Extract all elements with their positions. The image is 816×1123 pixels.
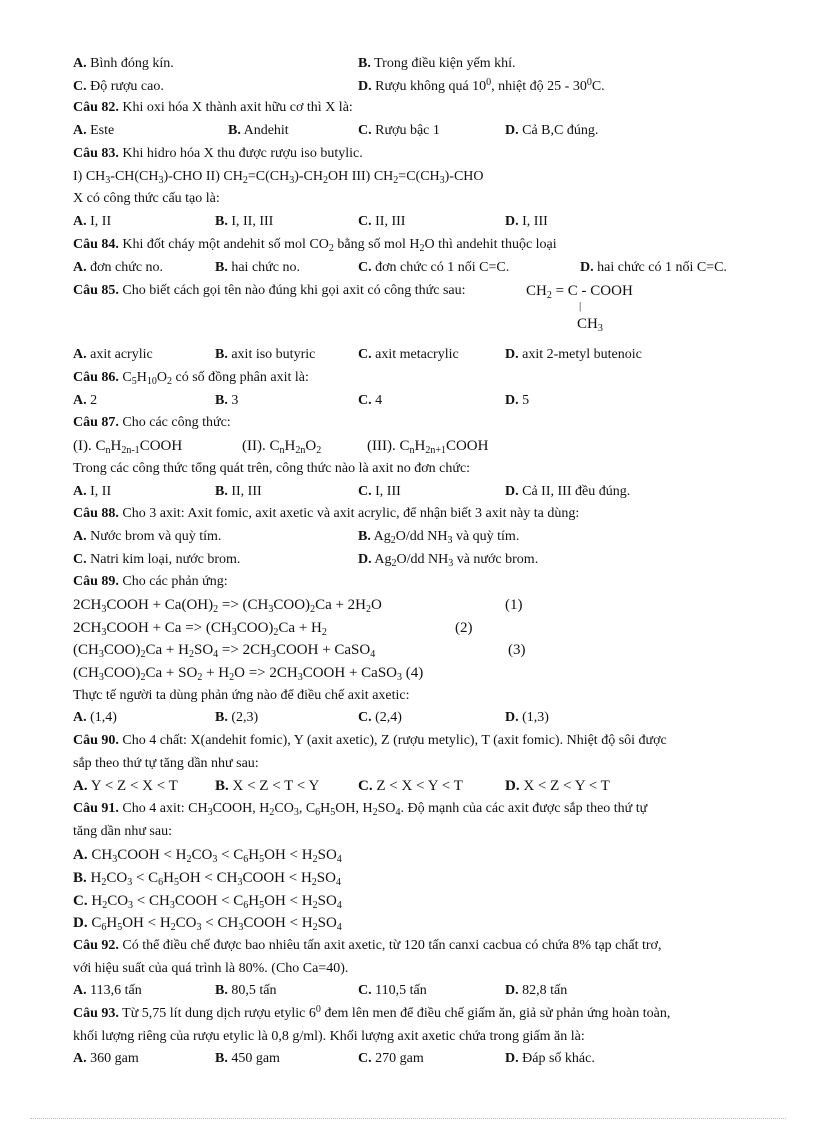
q84-option-b: B. hai chức no. (215, 260, 300, 275)
q90-option-d: D. X < Z < Y < T (505, 778, 610, 794)
formula-text: CO (107, 893, 129, 909)
q85-formula-methyl: $CH_3$ (577, 316, 603, 334)
q84-option-c: C. đơn chức có 1 nối C=C. (358, 260, 510, 275)
formula-subscript: 6 (243, 854, 249, 865)
q86-stem: Câu 86. $C_5H_{10}O_2$ có số đồng phân axit là: (73, 370, 309, 387)
formula-text: H (106, 915, 118, 931)
q91-option-b: B. $H_2CO_3 < C_6H_5OH$ < $CH_3COOH < H_2SO_4$ (73, 870, 341, 888)
q85-stem: Câu 85. Cho biết cách gọi tên nào đúng khi gọi axit có công thức sau: (73, 283, 466, 298)
q86-option-c: C. 4 (358, 393, 383, 408)
q90-option-b: B. X < Z < T < Y (215, 778, 320, 794)
formula-text: CO (191, 847, 213, 863)
q91-option-a: A. $CH_3COOH < H_2CO_3 < C_6H_5OH < H_2SO_4$ (73, 847, 342, 865)
formula-text: < C (217, 847, 244, 863)
q91-stem: Câu 91. Cho 4 axit: $CH_3COOH$, $H_2CO_3$, $C_6H_5OH$, $H_2SO_4$. Độ mạnh của các axit được sắp theo thứ tự (73, 801, 648, 818)
formula-text: OH < H (264, 847, 313, 863)
page-bottom-rule (30, 1118, 786, 1119)
q87-option-d: D. Cả II, III đều đúng. (505, 484, 631, 499)
q89-reaction-1: $2CH_3COOH + Ca(OH)_2 => (CH_3COO)_2Ca + 2H_2O$ (73, 597, 382, 615)
formula-subscript: 5 (259, 900, 265, 911)
q90-stem-cont: sắp theo thứ tự tăng dần như sau: (73, 756, 259, 771)
q87-subprompt: Trong các công thức tổng quát trên, công thức nào là axit no đơn chức: (73, 461, 471, 476)
formula-text: CO (175, 915, 197, 931)
formula-text: OH < CH (179, 870, 238, 886)
formula-text: COOH < C (174, 893, 244, 909)
formula-subscript: 4 (336, 922, 342, 933)
q89-option-c: C. (2,4) (358, 710, 402, 725)
q87-option-a: A. I, II (73, 484, 112, 499)
formula-text: < C (132, 870, 159, 886)
q88-option-d: D. $Ag_2O/dd$ $NH_3$ và nước brom. (358, 552, 539, 569)
q87-option-c: C. I, III (358, 484, 401, 499)
q89-reaction-2-number: (2) (455, 620, 473, 636)
formula-subscript: 2 (312, 922, 318, 933)
q82-option-a: A. Este (73, 123, 115, 138)
q85-formula: $CH_2 = C$ - COOH (526, 283, 633, 301)
formula-subscript: 5 (174, 877, 180, 888)
q90-stem: Câu 90. Cho 4 chất: X(andehit fomic), Y (axit axetic), Z (rượu metylic), T (axit fomic). Nhiệt độ sôi được (73, 733, 667, 748)
formula-subscript: 4 (336, 854, 342, 865)
q83-option-b: B. I, II, III (215, 214, 274, 229)
formula-subscript: 2 (312, 900, 318, 911)
q91-option-c: C. $H_2CO_3$ < $CH_3COOH < C_6H_5OH < H_2SO_4$ (73, 893, 342, 911)
formula-text: SO (317, 847, 337, 863)
q86-option-b: B. 3 (215, 393, 239, 408)
q92-option-a: A. 113,6 tấn (73, 983, 142, 998)
formula-text: CH (91, 847, 113, 863)
q93-option-a: A. 360 gam (73, 1051, 139, 1066)
q89-option-a: A. (1,4) (73, 710, 117, 725)
formula-text: C (91, 915, 102, 931)
q92-option-d: D. 82,8 tấn (505, 983, 568, 998)
q81-option-a: A. Bình đóng kín. (73, 56, 174, 71)
q89-reaction-4: $(CH_3COO)_2Ca + SO_2 + H_2O$ => $2CH_3COOH$ + CaSO$_3$ (4) (73, 665, 424, 683)
q86-option-d: D. 5 (505, 393, 530, 408)
formula-subscript: 2 (312, 854, 318, 865)
q92-stem: Câu 92. Có thể điều chế được bao nhiêu tấn axit axetic, từ 120 tấn canxi cacbua có chứa 8% tạp chất trơ, (73, 938, 662, 953)
formula-subscript: 2 (101, 877, 107, 888)
q83-formulas: I) $CH_3-CH(CH_3)$-CHO II) $CH_2=C(CH_3)-CH_2OH$ III) $CH_2=C(CH_3)$-CHO (73, 169, 484, 186)
q81-option-b: B. Trong điều kiện yếm khí. (358, 56, 516, 71)
q89-reaction-1-number: (1) (505, 597, 523, 613)
q89-option-b: B. (2,3) (215, 710, 259, 725)
q89-reaction-3-number: (3) (508, 642, 526, 658)
formula-text: COOH < H (243, 915, 313, 931)
q87-stem: Câu 87. Cho các công thức: (73, 415, 231, 430)
formula-text: SO (317, 915, 337, 931)
q84-option-d: D. hai chức có 1 nối C=C. (580, 260, 727, 275)
formula-subscript: 5 (117, 922, 123, 933)
q89-subprompt: Thực tế người ta dùng phản ứng nào để điều chế axit axetic: (73, 688, 410, 703)
q83-stem: Câu 83. Khi hidro hóa X thu được rượu iso butylic. (73, 146, 363, 161)
q93-option-d: D. Đáp số khác. (505, 1051, 595, 1066)
formula-text: H (90, 870, 102, 886)
q93-option-c: C. 270 gam (358, 1051, 424, 1066)
q83-option-c: C. II, III (358, 214, 406, 229)
q85-option-d: D. axit 2-metyl butenoic (505, 347, 642, 362)
q87-formula-2: (II). $C_nH_{2n}O_2$ (242, 438, 322, 456)
formula-subscript: 2 (311, 877, 317, 888)
q81-option-c: C. Độ rượu cao. (73, 79, 164, 94)
formula-text: H (248, 847, 260, 863)
formula-subscript: 6 (243, 900, 249, 911)
formula-subscript: 6 (101, 922, 107, 933)
q85-option-c: C. axit metacrylic (358, 347, 459, 362)
formula-subscript: 3 (238, 922, 244, 933)
formula-subscript: 3 (112, 854, 118, 865)
q92-option-b: B. 80,5 tấn (215, 983, 277, 998)
formula-subscript: 4 (336, 900, 342, 911)
q84-option-a: A. đơn chức no. (73, 260, 164, 275)
q86-option-a: A. 2 (73, 393, 98, 408)
q81-option-d: D. Rượu không quá $10^0$, nhiệt độ $25 - 30^0C$. (358, 77, 605, 94)
q93-stem: Câu 93. Từ 5,75 lít dung dịch rượu etylic $6^0$ đem lên men để điều chế giấm ăn, giả sử phản ứng hoàn toàn, (73, 1004, 671, 1021)
formula-text: CO (106, 870, 128, 886)
q87-formula-3: (III). $C_nH_{2n+1}COOH$ (367, 438, 489, 456)
formula-text: OH < H (264, 893, 313, 909)
q87-option-b: B. II, III (215, 484, 262, 499)
q84-stem: Câu 84. Khi đốt cháy một andehit số mol $CO_2$ bằng số mol $H_2O$ thì andehit thuộc loại (73, 237, 557, 254)
q92-option-c: C. 110,5 tấn (358, 983, 427, 998)
q82-option-c: C. Rượu bậc 1 (358, 123, 440, 138)
formula-text: SO (317, 893, 337, 909)
q90-option-c: C. Z < X < Y < T (358, 778, 463, 794)
formula-subscript: 3 (127, 877, 133, 888)
formula-subscript: 2 (170, 922, 176, 933)
formula-subscript: 6 (158, 877, 164, 888)
formula-subscript: 5 (259, 854, 265, 865)
formula-subscript: 3 (212, 854, 218, 865)
formula-text: OH < H (122, 915, 171, 931)
q93-option-b: B. 450 gam (215, 1051, 280, 1066)
q85-option-b: B. axit iso butyric (215, 347, 316, 362)
q90-option-a: A. Y < Z < X < T (73, 778, 178, 794)
formula-subscript: 3 (128, 900, 134, 911)
formula-text: COOH < H (117, 847, 187, 863)
q88-option-a: A. Nước brom và quỳ tím. (73, 529, 222, 544)
q82-stem: Câu 82. Khi oxi hóa X thành axit hữu cơ thì X là: (73, 100, 353, 115)
q89-stem: Câu 89. Cho các phản ứng: (73, 574, 228, 589)
q88-stem: Câu 88. Cho 3 axit: Axit fomic, axit axetic và axit acrylic, để nhận biết 3 axit này ta dùng: (73, 506, 580, 521)
formula-text: H (248, 893, 260, 909)
formula-subscript: 3 (237, 877, 243, 888)
formula-text: < CH (201, 915, 239, 931)
formula-text: COOH < H (242, 870, 312, 886)
q89-reaction-3: $(CH_3COO)_2Ca + H_2SO_4$ => $2CH_3COOH$ + CaSO$_4$ (73, 642, 376, 660)
formula-subscript: 4 (335, 877, 341, 888)
q92-stem-cont: với hiệu suất của quá trình là 80%. (Cho Ca=40). (73, 961, 349, 976)
q83-option-d: D. I, III (505, 214, 548, 229)
q89-option-d: D. (1,3) (505, 710, 549, 725)
formula-subscript: 2 (102, 900, 108, 911)
q85-formula-bond: | (579, 300, 582, 312)
formula-subscript: 3 (169, 900, 175, 911)
formula-text: H (163, 870, 175, 886)
q87-formula-1: (I). $C_nH_{2n-1}COOH$ (73, 438, 183, 456)
q83-option-a: A. I, II (73, 214, 112, 229)
formula-subscript: 3 (196, 922, 202, 933)
formula-text: H (91, 893, 103, 909)
q82-option-b: B. Andehit (228, 123, 289, 138)
q83-subprompt: X có công thức cấu tạo là: (73, 191, 220, 206)
q93-stem-cont: khối lượng riêng của rượu etylic là 0,8 g/ml). Khối lượng axit axetic chứa trong giấm ăn là: (73, 1029, 585, 1044)
q85-option-a: A. axit acrylic (73, 347, 153, 362)
formula-text: SO (316, 870, 336, 886)
formula-text: < CH (133, 893, 170, 909)
q82-option-d: D. Cả B,C đúng. (505, 123, 599, 138)
formula-subscript: 2 (186, 854, 192, 865)
q91-option-d: D. $C_6H_5OH < H_2CO_3$ < $CH_3COOH < H_2SO_4$ (73, 915, 342, 933)
q91-stem-cont: tăng dần như sau: (73, 824, 172, 839)
q88-option-b: B. $Ag_2O/dd$ $NH_3$ và quỳ tím. (358, 529, 520, 546)
q89-reaction-2: $2CH_3COOH + Ca => (CH_3COO)_2Ca + H_2$ (73, 620, 327, 638)
q88-option-c: C. Natri kim loại, nước brom. (73, 552, 241, 567)
